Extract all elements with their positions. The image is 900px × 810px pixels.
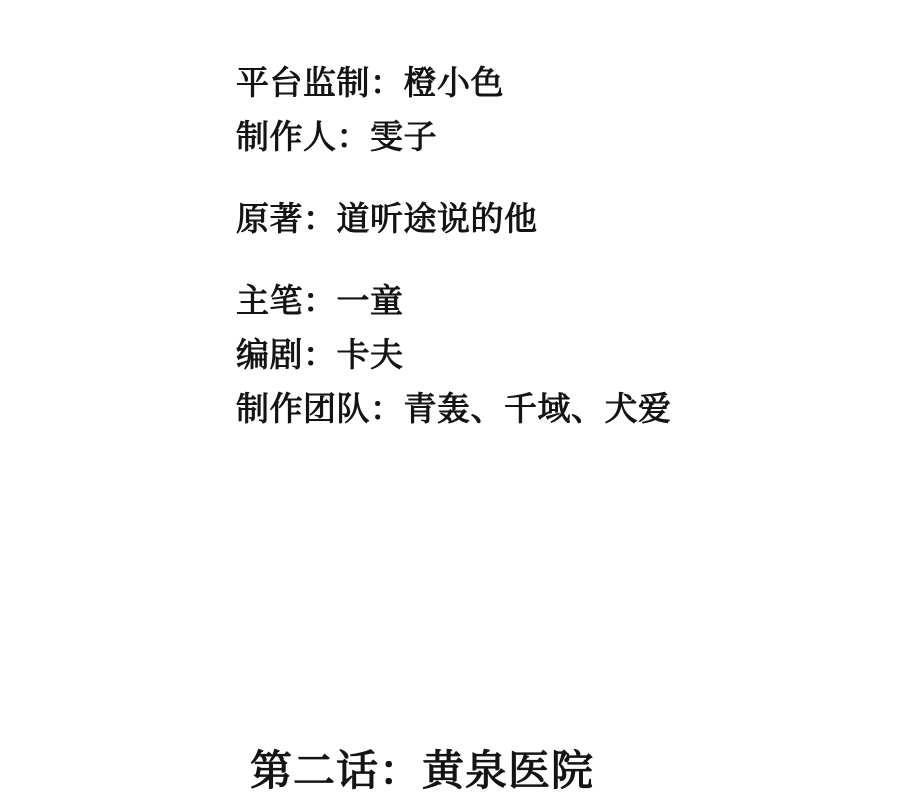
credit-line-platform-supervisor: 平台监制：橙小色 xyxy=(236,64,504,101)
credits-group-production xyxy=(236,56,856,164)
credits-group-original-work xyxy=(236,192,856,246)
credits-spacer-1 xyxy=(236,164,856,192)
credit-line-producer: 制作人：雯子 xyxy=(236,118,437,155)
chapter-title: 第二话：黄泉医院 xyxy=(250,747,595,794)
credit-line-screenwriter: 编剧：卡夫 xyxy=(236,336,404,373)
credit-line-production-team: 制作团队：青轰、千域、犬爱 xyxy=(236,390,672,427)
credits-group-creative-team xyxy=(236,274,856,436)
credits-spacer-2 xyxy=(236,246,856,274)
credit-line-lead-artist: 主笔：一童 xyxy=(236,282,404,319)
credits-block xyxy=(236,56,856,436)
credit-line-original-author: 原著：道听途说的他 xyxy=(236,200,538,237)
